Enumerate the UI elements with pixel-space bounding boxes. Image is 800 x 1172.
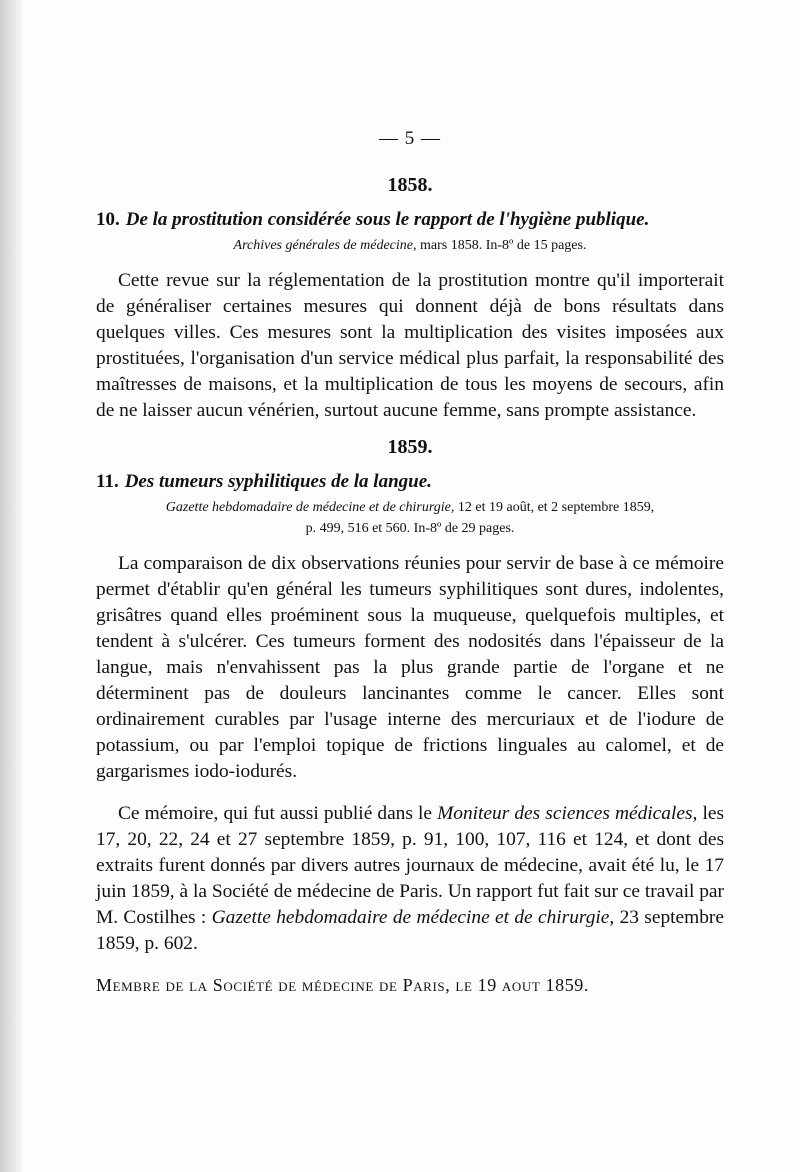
p2-part2: les 17, 20, 22, 24 et 27 septembre 1859, p. 91, 100, 107, 116 et 124, et dont des extraits furent donnés par divers autres journaux de médecine, avait été lu, le 17 juin 1859, à la Société de médecine de Paris. Un rapport fut fait sur ce travail par M. Costilhes : bbox=[96, 803, 725, 928]
p2-gazette: Gazette hebdomadaire de médecine et de chirurgie, bbox=[211, 907, 615, 928]
entry-11-paragraph-1: La comparaison de dix observations réunies pour servir de base à ce mémoire permet d'établir qu'en général les tumeurs syphilitiques sont dures, indolentes, grisâtres quand elles proéminent sous la muqueuse, quelquefois multiples, et tendent à s'ulcérer. Ces tumeurs forment des nodosités dans l'épaisseur de la langue, mais n'envahissent pas la plus grande partie de l'organe et ne déterminent pas de douleurs lancinantes comme le cancer. Elles sont ordinairement curables par l'usage interne des mercuriaux et de l'iodure de potassium, ou par l'emploi topique de frictions linguales au calomel, et de gargarismes iodo-iodurés. bbox=[96, 553, 724, 782]
entry-number: 11. bbox=[96, 471, 119, 492]
citation-details: mars 1858. In-8º de 15 pages. bbox=[420, 238, 587, 253]
binding-shadow bbox=[0, 0, 22, 1172]
membership-text: Membre de la Société de médecine de Paris, le 19 aout 1859. bbox=[96, 975, 589, 995]
page-number: — 5 — bbox=[379, 128, 441, 149]
text-column bbox=[96, 128, 724, 996]
entry-title-text: De la prostitution considérée sous le rapport de l'hygiène publique. bbox=[125, 209, 650, 230]
entry-number: 10. bbox=[96, 209, 120, 230]
entry-title-text: Des tumeurs syphilitiques de la langue. bbox=[124, 471, 432, 492]
p2-journal: Moniteur des sciences médicales, bbox=[437, 803, 698, 824]
citation-pages: p. 499, 516 et 560. In-8º de 29 pages. bbox=[305, 521, 515, 536]
p2-part3: 23 septembre 1859, p. 602. bbox=[96, 907, 724, 954]
entry-11-paragraph-2 bbox=[96, 801, 724, 957]
citation-source: Gazette hebdomadaire de médecine et de chirurgie, bbox=[165, 500, 455, 515]
p2-part1: Ce mémoire, qui fut aussi publié dans le bbox=[118, 803, 433, 824]
year-heading-1858: 1858. bbox=[387, 174, 433, 196]
membership-line bbox=[96, 975, 724, 996]
entry-title-11 bbox=[96, 471, 724, 493]
citation-details: 12 et 19 août, et 2 septembre 1859, bbox=[457, 500, 655, 515]
citation-source: Archives générales de médecine, bbox=[233, 238, 417, 253]
entry-title-10 bbox=[96, 209, 724, 231]
year-heading-1859: 1859. bbox=[387, 436, 433, 458]
entry-10-paragraph: Cette revue sur la réglementation de la prostitution montre qu'il importerait de généraliser certaines mesures qui donnent déjà de bons résultats dans quelques villes. Ces mesures sont la multiplication des visites imposées aux prostituées, l'organisation d'un service médical plus parfait, la responsabilité des maîtresses de maisons, et la multiplication de tous les moyens de secours, afin de ne laisser aucun vénérien, surtout aucune femme, sans prompte assistance. bbox=[96, 270, 724, 421]
citation-10 bbox=[96, 235, 724, 256]
citation-11 bbox=[96, 497, 724, 539]
